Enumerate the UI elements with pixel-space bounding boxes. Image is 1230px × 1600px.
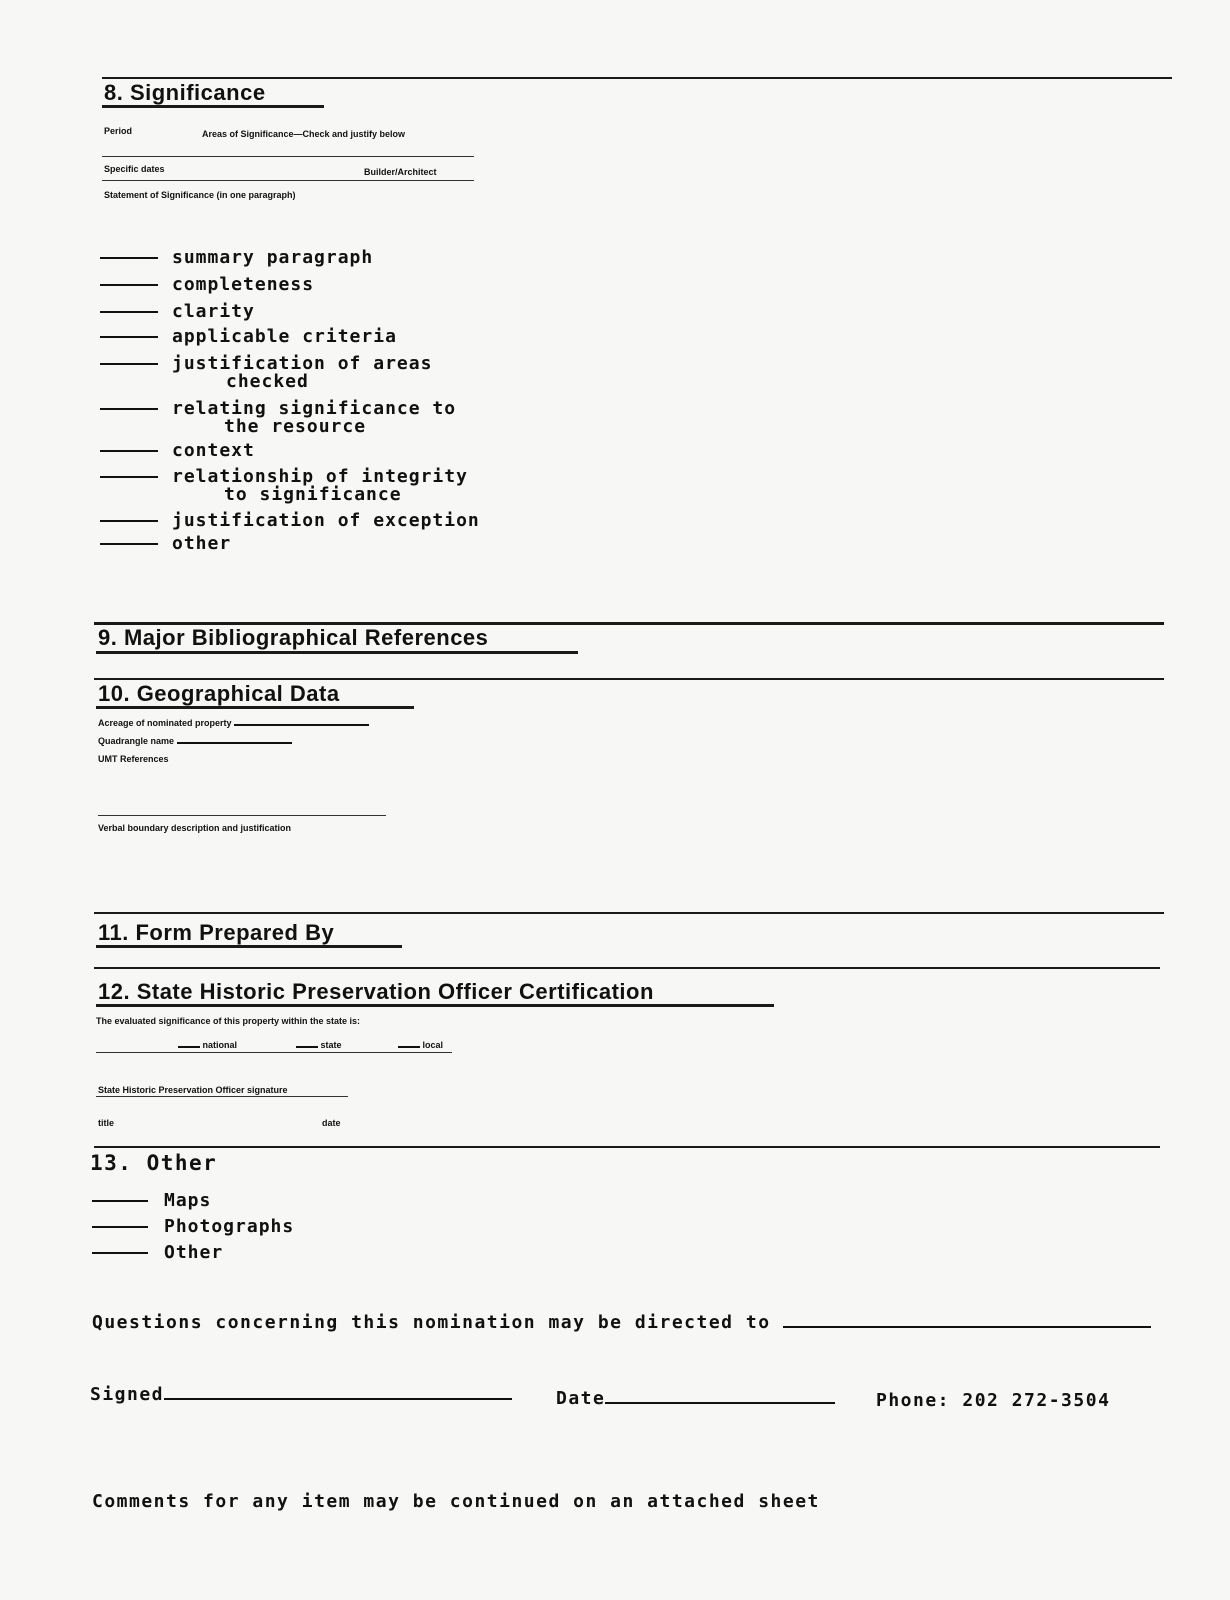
- checklist-item[interactable]: [100, 535, 231, 553]
- section-12-rule: [94, 967, 1160, 969]
- check-blank[interactable]: [100, 408, 158, 410]
- section-10-title-underline: [96, 706, 414, 709]
- section-10-rule: [94, 678, 1164, 680]
- quadrangle-label: [98, 736, 292, 746]
- checklist-label-continued: to significance: [224, 484, 402, 505]
- evaluated-significance-label: The evaluated significance of this property within the state is:: [96, 1016, 361, 1026]
- other-item-label: Other: [164, 1242, 224, 1263]
- other-item-maps[interactable]: [92, 1192, 211, 1210]
- check-blank[interactable]: [100, 543, 158, 545]
- local-label: local: [422, 1040, 444, 1050]
- signed-label: Signed: [90, 1384, 165, 1405]
- state-blank[interactable]: [296, 1046, 318, 1048]
- checklist-item[interactable]: [100, 276, 314, 294]
- quadrangle-field[interactable]: [177, 742, 292, 744]
- local-option[interactable]: [398, 1040, 443, 1050]
- specific-dates-label: Specific dates: [104, 164, 165, 174]
- section-8-title: 8. Significance: [104, 80, 266, 105]
- section-11-rule: [94, 912, 1164, 914]
- date-label: date: [322, 1118, 341, 1128]
- date-line: [556, 1388, 835, 1409]
- dates-rule: [102, 180, 474, 181]
- signed-line: [90, 1384, 512, 1405]
- builder-label: Builder/Architect: [364, 167, 437, 177]
- significance-rule: [96, 1052, 452, 1053]
- areas-label: Areas of Significance—Check and justify below: [202, 129, 406, 139]
- shpo-signature-label: State Historic Preservation Officer signature: [98, 1085, 288, 1095]
- checklist-item[interactable]: [100, 512, 480, 530]
- verbal-boundary-label: Verbal boundary description and justification: [98, 823, 292, 833]
- check-blank[interactable]: [100, 450, 158, 452]
- utm-label: UMT References: [98, 754, 169, 764]
- check-blank[interactable]: [92, 1226, 148, 1228]
- check-blank[interactable]: [100, 284, 158, 286]
- check-blank[interactable]: [92, 1252, 148, 1254]
- utm-rule[interactable]: [98, 815, 386, 816]
- acreage-label-text: Acreage of nominated property: [98, 718, 232, 728]
- checklist-label: applicable criteria: [172, 326, 397, 347]
- title-label: title: [98, 1118, 115, 1128]
- section-11-title-underline: [96, 945, 402, 948]
- check-blank[interactable]: [100, 311, 158, 313]
- section-11-title: 11. Form Prepared By: [98, 920, 335, 945]
- period-label: Period: [104, 126, 133, 136]
- check-blank[interactable]: [100, 476, 158, 478]
- section-10-title: 10. Geographical Data: [98, 681, 340, 706]
- check-blank[interactable]: [100, 257, 158, 259]
- signature-rule[interactable]: [96, 1096, 348, 1097]
- checklist-label: relationship of integrity: [172, 466, 468, 487]
- acreage-label: [98, 718, 369, 728]
- checklist-label: other: [172, 533, 232, 554]
- questions-line: [92, 1312, 1151, 1333]
- national-blank[interactable]: [178, 1046, 200, 1048]
- checklist-item[interactable]: [100, 442, 255, 460]
- checklist-label: clarity: [172, 301, 255, 322]
- checklist-item[interactable]: [100, 400, 456, 436]
- quadrangle-label-text: Quadrangle name: [98, 736, 175, 746]
- state-option[interactable]: [296, 1040, 342, 1050]
- other-item-label: Photographs: [164, 1216, 295, 1237]
- check-blank[interactable]: [100, 363, 158, 365]
- acreage-field[interactable]: [234, 724, 369, 726]
- checklist-item[interactable]: [100, 328, 397, 346]
- section-13-title: 13. Other: [90, 1151, 218, 1175]
- national-option[interactable]: [178, 1040, 237, 1050]
- other-item-photographs[interactable]: [92, 1218, 294, 1236]
- checklist-label: justification of areas: [172, 353, 433, 374]
- checklist-label: completeness: [172, 274, 315, 295]
- checklist-label-continued: checked: [226, 371, 309, 392]
- section-12-title: 12. State Historic Preservation Officer Certification: [98, 979, 654, 1004]
- questions-label: Questions concerning this nomination may be directed to: [92, 1312, 771, 1333]
- national-label: national: [202, 1040, 238, 1050]
- section-9-title-underline: [96, 651, 578, 654]
- comments-note: Comments for any item may be continued on an attached sheet: [92, 1491, 820, 1512]
- signed-field[interactable]: [164, 1398, 512, 1400]
- check-blank[interactable]: [100, 520, 158, 522]
- checklist-item[interactable]: [100, 303, 255, 321]
- checklist-label: relating significance to: [172, 398, 457, 419]
- date-field[interactable]: [605, 1402, 835, 1404]
- checklist-item[interactable]: [100, 249, 373, 267]
- section-8-title-underline: [102, 105, 324, 108]
- check-blank[interactable]: [100, 336, 158, 338]
- local-blank[interactable]: [398, 1046, 420, 1048]
- section-12-title-underline: [96, 1004, 774, 1007]
- state-label: state: [320, 1040, 342, 1050]
- check-blank[interactable]: [92, 1200, 148, 1202]
- phone-number: Phone: 202 272-3504: [876, 1390, 1111, 1411]
- contact-field[interactable]: [783, 1326, 1151, 1328]
- other-item-label: Maps: [164, 1190, 212, 1211]
- checklist-label-continued: the resource: [224, 416, 367, 437]
- period-rule: [102, 156, 474, 157]
- footer-date-label: Date: [556, 1388, 606, 1409]
- checklist-label: summary paragraph: [172, 247, 374, 268]
- other-item-other[interactable]: [92, 1244, 223, 1262]
- checklist-label: context: [172, 440, 255, 461]
- top-rule: [102, 77, 1172, 79]
- statement-label: Statement of Significance (in one paragraph): [104, 190, 296, 200]
- section-9-title: 9. Major Bibliographical References: [98, 625, 489, 650]
- section-13-rule: [94, 1146, 1160, 1148]
- checklist-item[interactable]: [100, 355, 432, 391]
- checklist-label: justification of exception: [172, 510, 480, 531]
- checklist-item[interactable]: [100, 468, 468, 504]
